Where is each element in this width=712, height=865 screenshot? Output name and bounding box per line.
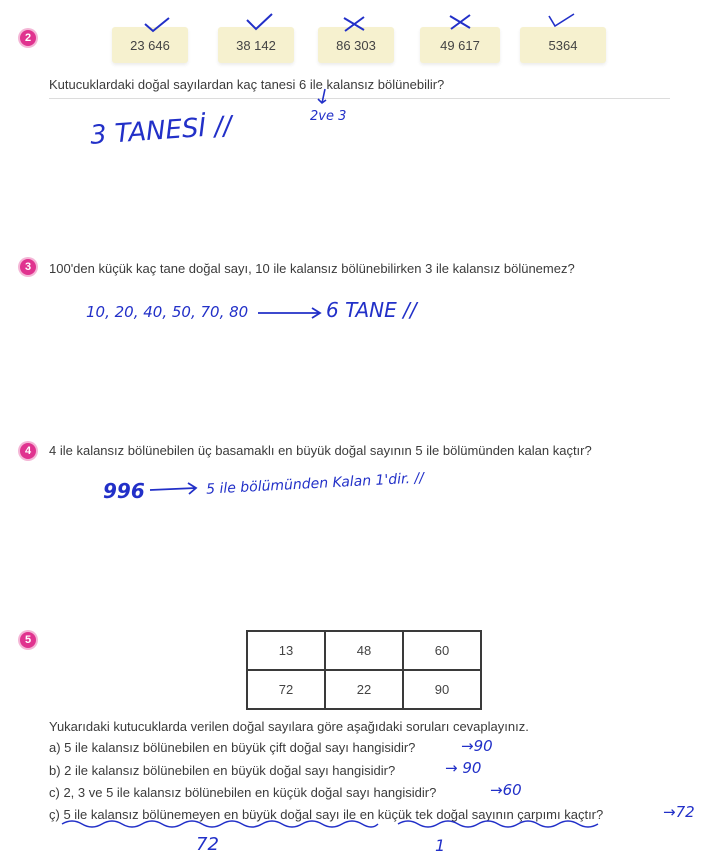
- table-cell: 72: [247, 670, 325, 709]
- handwritten-answer: →90: [461, 737, 493, 755]
- handwritten-answer: →72: [663, 803, 695, 821]
- number-box: 86 303: [318, 27, 394, 63]
- handwritten-answer: →60: [490, 781, 522, 799]
- handwritten-answer: → 90: [445, 759, 482, 777]
- sub-question-c-cedilla: ç) 5 ile kalansız bölünemeyen en büyük doğal sayı ile en küçük tek doğal sayının çarpımı kaçtır?: [49, 807, 604, 822]
- table-row: [247, 670, 481, 709]
- handwritten-work: 996: [103, 479, 145, 503]
- handwritten-answer: 6 TANE //: [326, 298, 417, 322]
- check-mark-icon: [142, 16, 172, 34]
- arrow-right-icon: [148, 482, 200, 496]
- instructions-text: Yukarıdaki kutucuklarda verilen doğal sayılara göre aşağıdaki soruları cevaplayınız.: [49, 719, 529, 734]
- sub-question-a: a) 5 ile kalansız bölünebilen en büyük çift doğal sayı hangisidir?: [49, 740, 416, 755]
- question-text: 4 ile kalansız bölünebilen üç basamaklı en büyük doğal sayının 5 ile bölümünden kalan kaçtır?: [49, 443, 592, 458]
- check-mark-icon: [244, 12, 274, 32]
- handwritten-answer: 5 ile bölümünden Kalan 1'dir. //: [205, 470, 425, 498]
- wavy-underline: [60, 818, 380, 830]
- question-number-badge: 4: [20, 443, 36, 459]
- divider: [49, 98, 670, 99]
- cross-mark-icon: [340, 14, 368, 34]
- arrow-right-icon: [256, 306, 324, 320]
- table-cell: 13: [247, 631, 325, 670]
- table-cell: 60: [403, 631, 481, 670]
- handwritten-note: 72: [196, 834, 219, 855]
- number-box: 23 646: [112, 27, 188, 63]
- sub-question-b: b) 2 ile kalansız bölünebilen en büyük doğal sayı hangisidir?: [49, 763, 396, 778]
- table-row: [247, 631, 481, 670]
- handwritten-answer: 3 TANESİ //: [89, 111, 233, 151]
- question-text: Kutucuklardaki doğal sayılardan kaç tanesi 6 ile kalansız bölünebilir?: [49, 77, 445, 92]
- table-cell: 22: [325, 670, 403, 709]
- number-box: 49 617: [420, 27, 500, 63]
- number-table: [246, 630, 482, 710]
- check-mark-icon: [546, 10, 576, 30]
- handwritten-work: 10, 20, 40, 50, 70, 80: [86, 303, 249, 321]
- number-box: 5364: [520, 27, 606, 63]
- question-text: 100'den küçük kaç tane doğal sayı, 10 ile kalansız bölünebilirken 3 ile kalansız bölünemez?: [49, 261, 575, 276]
- sub-question-c: c) 2, 3 ve 5 ile kalansız bölünebilen en küçük doğal sayı hangisidir?: [49, 785, 437, 800]
- handwritten-note: 2ve 3: [310, 109, 347, 124]
- question-number-badge: 2: [20, 30, 36, 46]
- wavy-underline: [396, 818, 606, 830]
- question-number-badge: 3: [20, 259, 36, 275]
- cross-mark-icon: [446, 12, 474, 32]
- table-cell: 48: [325, 631, 403, 670]
- arrow-down-icon: [316, 88, 330, 106]
- question-number-badge: 5: [20, 632, 36, 648]
- number-box: 38 142: [218, 27, 294, 63]
- handwritten-note: 1: [435, 836, 446, 855]
- table-cell: 90: [403, 670, 481, 709]
